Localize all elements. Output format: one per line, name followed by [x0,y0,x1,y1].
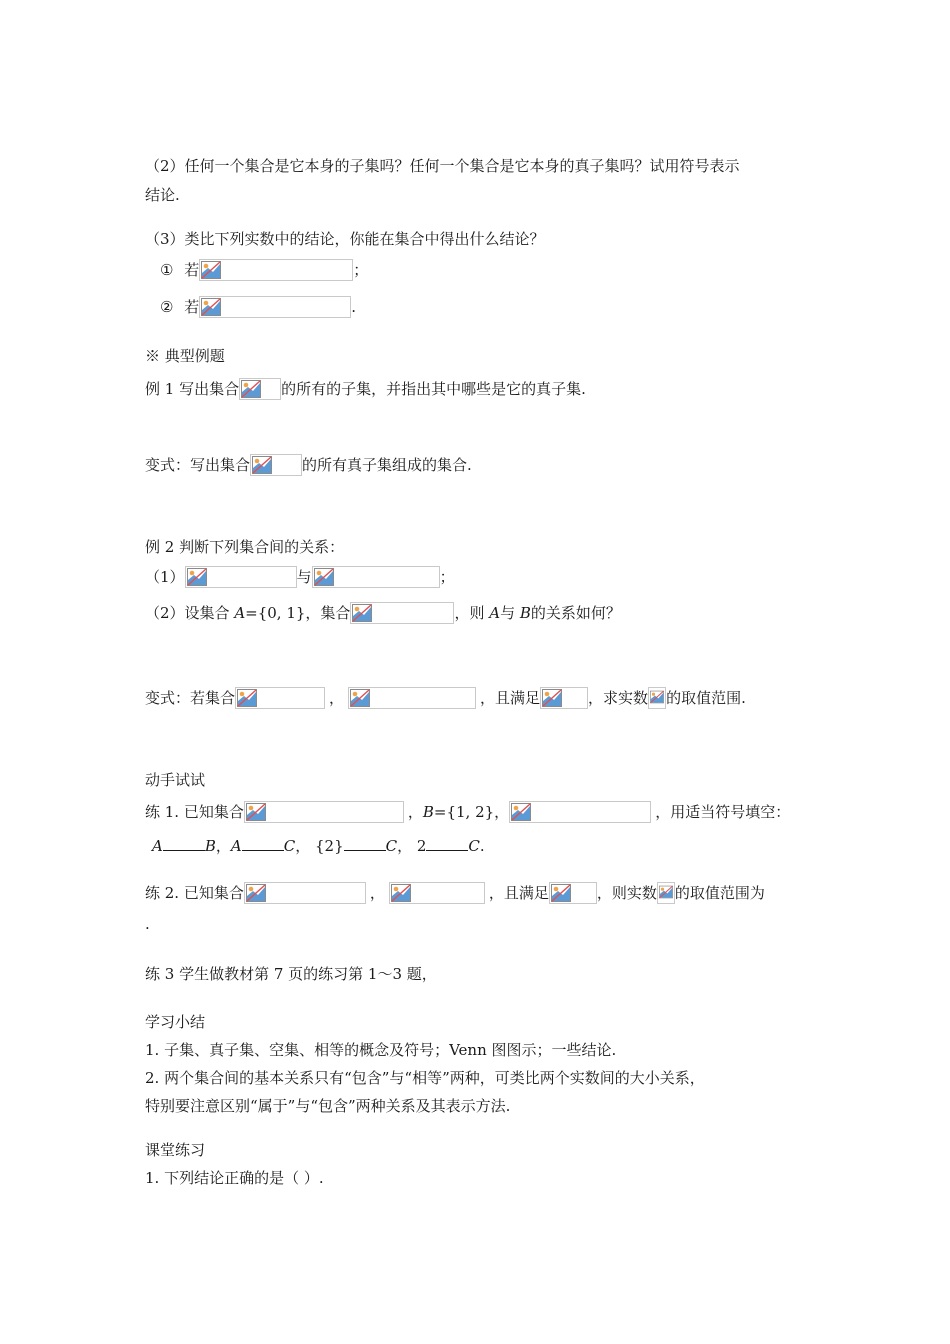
item-prefix: 若 [184,261,200,279]
text: ，则实数 [596,884,657,902]
text: ， 2 [397,837,427,855]
variant-1 [145,455,472,475]
item-number: ① [160,261,174,279]
fill-blank[interactable] [163,836,205,851]
broken-image-icon [201,261,221,279]
formula-image [244,801,404,823]
formula-image [250,454,302,476]
fill-blank[interactable] [242,836,284,851]
variant-1-prefix: 变式：写出集合 [145,456,251,474]
text: ={0, 1}，集合 [245,604,351,622]
text: ， [407,803,423,821]
broken-image-icon [551,884,571,902]
broken-image-icon [237,689,257,707]
set-symbol: B [519,604,531,622]
text: 的取值范围为 [674,884,765,902]
variant-2-prefix: 变式：若集合 [145,689,236,707]
formula-image [648,687,666,709]
text: ，则 [454,604,490,622]
practice-1-prefix: 练 1. 已知集合 [145,803,244,821]
item-suffix: ； [353,261,369,279]
summary-item-2-line1: 2. 两个集合间的基本关系只有“包含”与“相等”两种，可类比两个实数间的大小关系， [145,1069,705,1087]
formula-image [350,602,454,624]
item-prefix: 若 [184,298,200,316]
practice-1-blanks [152,836,485,856]
broken-image-icon [246,884,266,902]
broken-image-icon [252,456,272,474]
broken-image-icon [659,884,673,900]
classwork-title: 课堂练习 [145,1141,206,1159]
formula-image [389,882,485,904]
variant-1-suffix: 的所有真子集组成的集合. [302,456,472,474]
text: ， [215,837,231,855]
formula-image [199,259,353,281]
variant-2 [145,688,746,708]
text: 与 [500,604,520,622]
example-1-suffix: 的所有的子集，并指出其中哪些是它的真子集. [281,380,586,398]
section-heading-try: 动手试试 [145,771,206,789]
part-label: （2）设集合 [145,604,235,622]
example-2-title: 例 2 判断下列集合间的关系： [145,538,345,556]
text: ，用适当符号填空： [655,803,791,821]
summary-item-2-line2: 特别要注意区别“属于”与“包含”两种关系及其表示方法. [145,1097,511,1115]
broken-image-icon [542,689,562,707]
classwork-question-1: 1. 下列结论正确的是（ ）. [145,1169,324,1187]
set-symbol: C [283,837,296,855]
text: ，求实数 [588,689,649,707]
connector-text: 与 [296,568,312,586]
example-1-prefix: 例 1 写出集合 [145,380,240,398]
set-symbol: C [468,837,480,855]
practice-2 [145,883,765,903]
text: 的关系如何？ [530,604,621,622]
broken-image-icon [391,884,411,902]
set-symbol: C [385,837,398,855]
set-symbol: A [234,604,246,622]
text: ，且满足 [480,689,541,707]
q3-item1 [160,260,368,280]
text: ， {2} [295,837,344,855]
set-symbol: B [422,803,434,821]
practice-2-end: . [145,915,150,933]
practice-2-prefix: 练 2. 已知集合 [145,884,244,902]
item-number: ② [160,298,174,316]
text: ={1, 2}， [433,803,510,821]
text: ， [329,689,345,707]
practice-1 [145,802,790,822]
text: ， [369,884,385,902]
fill-blank[interactable] [344,836,386,851]
broken-image-icon [246,803,266,821]
formula-image [199,296,351,318]
formula-image [657,882,675,904]
example-1 [145,379,586,399]
summary-title: 学习小结 [145,1013,206,1031]
fill-blank[interactable] [426,836,468,851]
formula-image [239,378,281,400]
q2-line1: （2）任何一个集合是它本身的子集吗？任何一个集合是它本身的真子集吗？试用符号表示 [145,157,740,175]
formula-image [235,687,325,709]
broken-image-icon [511,803,531,821]
broken-image-icon [187,568,207,586]
broken-image-icon [201,298,221,316]
q3-item2 [160,297,356,317]
broken-image-icon [650,689,664,705]
text: . [479,837,485,855]
formula-image [348,687,476,709]
q2-line2: 结论. [145,186,180,204]
set-symbol: A [230,837,242,855]
formula-image [185,566,297,588]
broken-image-icon [352,604,372,622]
formula-image [312,566,440,588]
part-suffix: ； [439,568,455,586]
broken-image-icon [314,568,334,586]
part-label: （1） [145,568,185,586]
formula-image [509,801,651,823]
example-2-part2 [145,603,621,623]
summary-item-1: 1. 子集、真子集、空集、相等的概念及符号；Venn 图图示；一些结论. [145,1041,617,1059]
q3-line1: （3）类比下列实数中的结论，你能在集合中得出什么结论？ [145,230,545,248]
broken-image-icon [241,380,261,398]
set-symbol: A [152,837,163,855]
practice-3: 练 3 学生做教材第 7 页的练习第 1～3 题， [145,965,437,983]
broken-image-icon [350,689,370,707]
set-symbol: A [489,604,501,622]
set-symbol: B [204,837,216,855]
example-2-part1 [145,567,455,587]
formula-image [549,882,597,904]
text: ，且满足 [488,884,549,902]
text: 的取值范围. [666,689,746,707]
item-suffix: . [351,298,357,316]
formula-image [540,687,588,709]
formula-image [244,882,366,904]
section-heading-examples: ※ 典型例题 [145,347,225,365]
